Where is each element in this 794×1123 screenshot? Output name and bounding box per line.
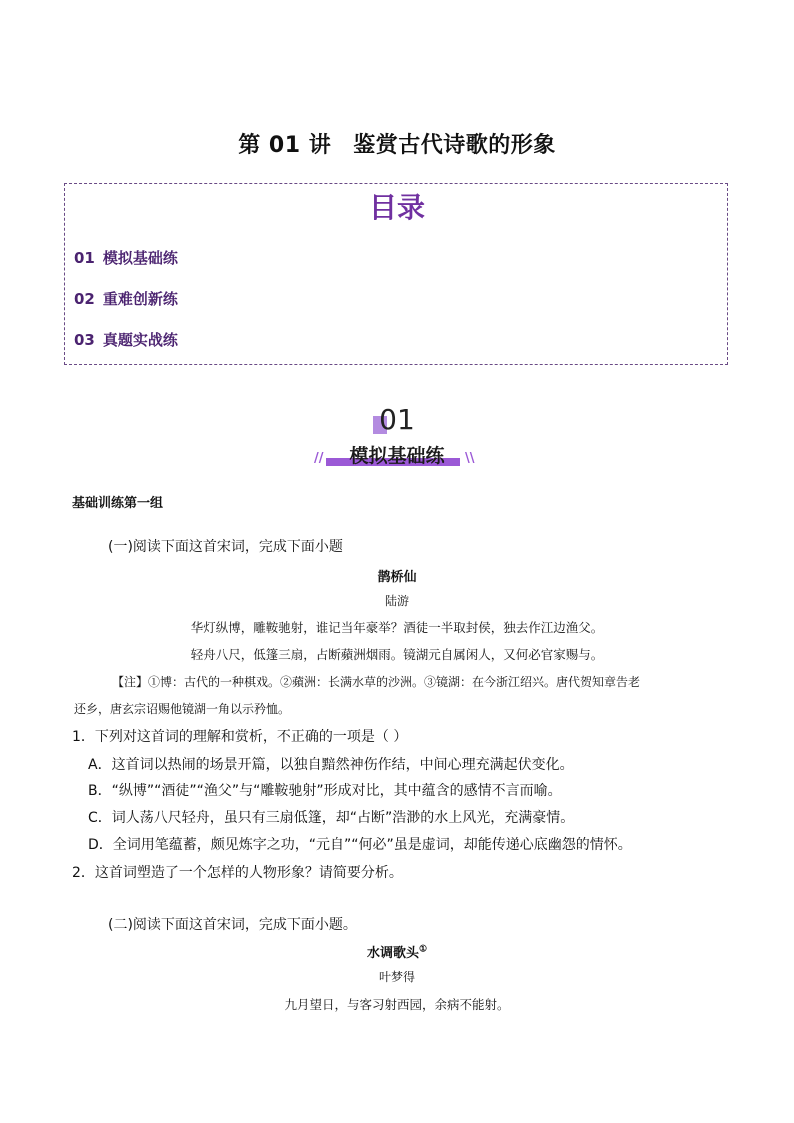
toc-item-2[interactable] (74, 288, 178, 309)
section-title: 模拟基础练 (349, 445, 445, 467)
part1-poem-line-2: 轻舟八尺，低篷三扇，占断蘋洲烟雨。镜湖元自属闲人，又何必官家赐与。 (190, 647, 604, 662)
question-1: 1．下列对这首词的理解和赏析，不正确的一项是（ ） (72, 729, 408, 745)
toc-item-label: 重难创新练 (102, 290, 178, 308)
part2-poem-author: 叶梦得 (378, 970, 415, 984)
part1-poem-line-1: 华灯纵博，雕鞍驰射，谁记当年豪举？酒徒一半取封侯，独去作江边渔父。 (190, 620, 604, 635)
toc-item-number: 03 (74, 331, 95, 349)
part2-poem-title (0, 942, 794, 961)
toc-item-number: 02 (74, 290, 95, 308)
toc-item-label: 模拟基础练 (102, 249, 178, 267)
group-title: 基础训练第一组 (72, 496, 164, 511)
toc-item-1[interactable] (74, 247, 178, 268)
option-b[interactable]: B．“纵博”“酒徒”“渔父”与“雕鞍驰射”形成对比，其中蕴含的感情不言而喻。 (88, 783, 562, 799)
option-d[interactable]: D．全词用笔蕴蓄，颇见炼字之功，“元自”“何必”虽是虚词，却能传递心底幽怨的情怀。 (88, 837, 632, 853)
option-c[interactable]: C．词人荡八尺轻舟，虽只有三扇低篷，却“占断”浩渺的水上风光，充满豪情。 (88, 810, 575, 826)
part2-preface: 九月望日，与客习射西园，余病不能射。 (284, 997, 510, 1012)
footnote-marker: ① (418, 944, 428, 955)
toc-heading: 目录 (368, 191, 425, 224)
slash-decoration-left: // (314, 451, 324, 466)
toc-item-3[interactable] (74, 329, 178, 350)
toc-item-label: 真题实战练 (102, 331, 178, 349)
option-a[interactable]: A．这首词以热闹的场景开篇，以独自黯然神伤作结，中间心理充满起伏变化。 (88, 757, 574, 773)
part1-note-line-2: 还乡，唐玄宗诏赐他镜湖一角以示矜恤。 (74, 702, 291, 716)
section-number: 01 (379, 403, 415, 436)
document-title (0, 128, 794, 159)
lesson-number: 第 01 讲 (238, 133, 332, 158)
part2-poem-title-text: 水调歌头 (366, 946, 419, 961)
part1-poem-title: 鹊桥仙 (377, 570, 417, 585)
part1-note-line-1: 【注】①博：古代的一种棋戏。②蘋洲：长满水草的沙洲。③镜湖：在今浙江绍兴。唐代贺知章告老 (112, 675, 641, 689)
lesson-title: 鉴赏古代诗歌的形象 (353, 133, 556, 158)
part1-poem-author: 陆游 (384, 594, 409, 608)
question-2: 2．这首词塑造了一个怎样的人物形象？请简要分析。 (72, 865, 403, 881)
part2-intro: (二)阅读下面这首宋词，完成下面小题。 (108, 917, 357, 933)
part1-intro: (一)阅读下面这首宋词，完成下面小题 (108, 539, 343, 555)
toc-item-number: 01 (74, 249, 95, 267)
slash-decoration-right: \\ (465, 451, 475, 466)
